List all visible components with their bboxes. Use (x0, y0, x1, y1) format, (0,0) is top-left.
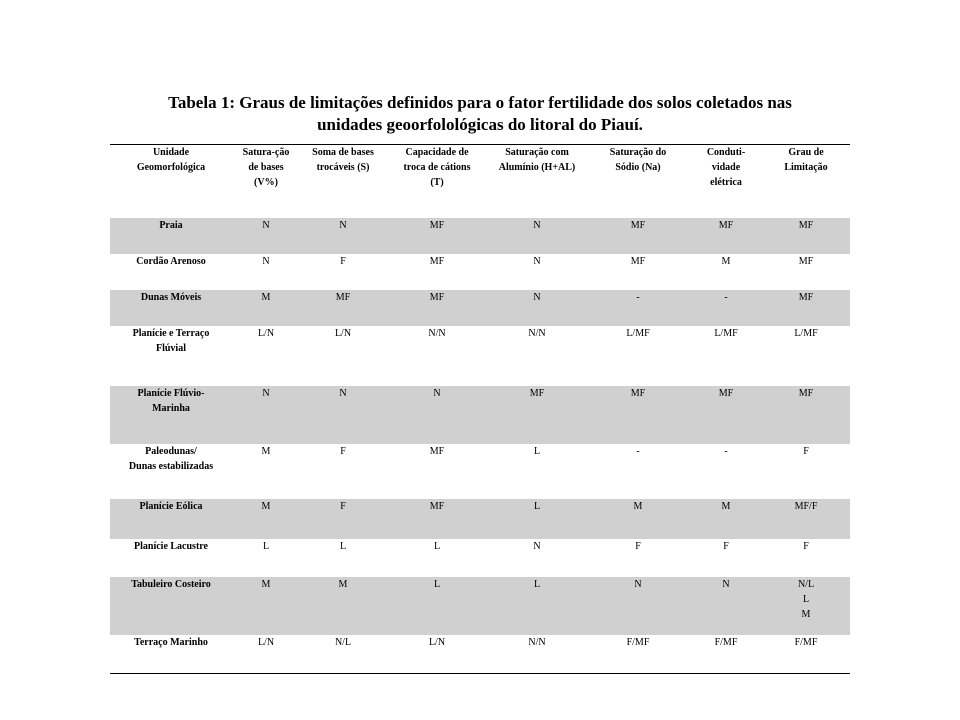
unit-name-line: Planície Eólica (139, 501, 203, 512)
value-cell: - (724, 446, 728, 457)
value-cell: N (586, 577, 690, 635)
unit-name-cell (110, 577, 232, 635)
value-cell: F (340, 256, 346, 267)
table-row (110, 577, 850, 635)
column-header-line: vidade (711, 162, 741, 173)
value-cell: L (488, 577, 586, 635)
table-row (110, 499, 850, 539)
column-header-line: (T) (430, 177, 444, 188)
value-cell: L/N (386, 635, 488, 673)
value-cell: N (488, 218, 586, 254)
value-cell: - (636, 446, 640, 457)
value-cell: M (586, 499, 690, 539)
value-line: N/L (797, 579, 815, 590)
fertility-limitations-table (110, 144, 850, 674)
unit-name-cell (110, 218, 232, 254)
column-header-line: Satura-ção (242, 147, 290, 158)
value-cell: F/MF (586, 635, 690, 673)
value-cell: L/N (334, 328, 352, 339)
column-header (762, 145, 850, 219)
value-cell (762, 499, 850, 539)
unit-name-line: Cordão Arenoso (136, 256, 206, 267)
value-cell: MF (429, 256, 445, 267)
column-header (488, 145, 586, 219)
value-line: F (803, 541, 809, 552)
value-cell: MF (586, 386, 690, 444)
column-header-line: Capacidade de (405, 147, 469, 158)
value-cell: MF (690, 386, 762, 444)
value-cell: N (533, 541, 541, 552)
table-row (110, 218, 850, 254)
column-header (300, 145, 386, 219)
value-cell: L (433, 541, 441, 552)
column-header (690, 145, 762, 219)
value-line: MF (798, 220, 814, 231)
unit-name-cell (110, 290, 232, 326)
table-caption (110, 92, 850, 136)
column-header-line: trocáveis (S) (316, 162, 370, 173)
table-body (110, 218, 850, 673)
table-row (110, 635, 850, 673)
table-row (110, 444, 850, 499)
value-cell: M (232, 499, 300, 539)
column-header-line: Saturação do (609, 147, 667, 158)
unit-name-cell (110, 444, 232, 499)
unit-name-cell (110, 386, 232, 444)
value-cell: M (721, 256, 731, 267)
column-header (110, 145, 232, 219)
header-row (110, 145, 850, 219)
value-cell: - (690, 290, 762, 326)
column-header-line: Geomorfológica (136, 162, 206, 173)
value-cell: N (533, 256, 541, 267)
unit-name-line: Planície e Terraço (132, 328, 210, 339)
value-line: F (803, 446, 809, 457)
value-cell: N/L (300, 635, 386, 673)
value-cell: M (690, 499, 762, 539)
value-cell (762, 444, 850, 499)
column-header-line: Alumínio (H+AL) (498, 162, 576, 173)
value-cell: MF (386, 290, 488, 326)
unit-name-cell (110, 326, 232, 386)
value-cell: F/MF (690, 635, 762, 673)
value-cell: L (262, 541, 270, 552)
unit-name-cell (110, 499, 232, 539)
value-line: L (802, 594, 810, 605)
caption-line-2: unidades geoorfolológicas do litoral do Piauí. (317, 115, 643, 134)
value-cell: F (340, 446, 346, 457)
unit-name-line: Flúvial (155, 343, 186, 354)
column-header-line: Soma de bases (312, 147, 374, 158)
table-row (110, 386, 850, 444)
value-cell (762, 577, 850, 635)
value-cell: MF (429, 446, 445, 457)
value-cell (762, 539, 850, 577)
unit-name-cell (110, 254, 232, 290)
column-header-line: de bases (248, 162, 284, 173)
value-cell: L/MF (626, 328, 650, 339)
value-cell: N (300, 218, 386, 254)
value-line: MF (798, 292, 814, 303)
unit-name-line: Planície Lacustre (134, 541, 208, 552)
value-cell: M (232, 577, 300, 635)
value-cell: M (300, 577, 386, 635)
value-cell: N/N (428, 328, 446, 339)
unit-name-line: Planície Flúvio- (137, 388, 205, 399)
value-line: F/MF (794, 637, 818, 648)
column-header-line: Sódio (Na) (615, 162, 661, 173)
unit-name-line: Praia (159, 220, 183, 231)
value-cell: L/MF (714, 328, 738, 339)
value-cell: N/N (528, 328, 546, 339)
column-header-line: troca de cátions (403, 162, 471, 173)
table-row (110, 326, 850, 386)
value-line: MF/F (794, 501, 818, 512)
value-cell: L/N (257, 328, 275, 339)
value-cell: N (232, 218, 300, 254)
column-header-line: Conduti- (706, 147, 746, 158)
unit-name-cell (110, 635, 232, 673)
value-cell: L (386, 577, 488, 635)
value-cell (762, 254, 850, 290)
value-cell: M (261, 446, 271, 457)
value-cell: F (723, 541, 729, 552)
value-line: MF (798, 388, 814, 399)
value-cell: N (232, 386, 300, 444)
value-cell: MF (586, 218, 690, 254)
value-line: M (801, 609, 811, 620)
value-cell: MF (488, 386, 586, 444)
value-cell: N (300, 386, 386, 444)
value-cell: L (533, 446, 541, 457)
value-line: L/MF (794, 328, 818, 339)
value-cell: M (232, 290, 300, 326)
value-cell: F (635, 541, 641, 552)
value-cell (762, 386, 850, 444)
value-cell: MF (300, 290, 386, 326)
value-cell: N (386, 386, 488, 444)
value-cell (762, 218, 850, 254)
value-cell: N/N (488, 635, 586, 673)
column-header-line: (V%) (254, 177, 278, 188)
caption-line-1: Tabela 1: Graus de limitações definidos para o fator fertilidade dos solos coletados nas (168, 93, 792, 112)
value-cell: MF (386, 499, 488, 539)
value-cell: N (262, 256, 270, 267)
unit-name-line: Dunas estabilizadas (128, 461, 214, 472)
unit-name-line: Terraço Marinho (134, 637, 208, 648)
unit-name-line: Dunas Móveis (140, 292, 202, 303)
unit-name-line: Paleodunas/ (145, 446, 197, 457)
value-cell (762, 326, 850, 386)
value-cell: L/N (232, 635, 300, 673)
value-line: MF (798, 256, 814, 267)
value-cell: N (690, 577, 762, 635)
column-header (586, 145, 690, 219)
column-header-line: Saturação com (505, 147, 569, 158)
column-header-line: Grau de (788, 147, 824, 158)
value-cell: L (488, 499, 586, 539)
column-header-line: Unidade (152, 147, 190, 158)
value-cell: MF (690, 218, 762, 254)
value-cell (762, 635, 850, 673)
unit-name-line: Marinha (152, 403, 190, 414)
value-cell: - (586, 290, 690, 326)
value-cell: L (339, 541, 347, 552)
value-cell: F (300, 499, 386, 539)
value-cell: MF (630, 256, 646, 267)
value-cell: MF (386, 218, 488, 254)
unit-name-line: Tabuleiro Costeiro (131, 579, 211, 590)
table-row (110, 254, 850, 290)
column-header-line: elétrica (710, 177, 742, 188)
column-header-line: Limitação (784, 162, 828, 173)
unit-name-cell (110, 539, 232, 577)
value-cell: N (488, 290, 586, 326)
column-header (386, 145, 488, 219)
column-header (232, 145, 300, 219)
table-row (110, 290, 850, 326)
value-cell (762, 290, 850, 326)
table-row (110, 539, 850, 577)
